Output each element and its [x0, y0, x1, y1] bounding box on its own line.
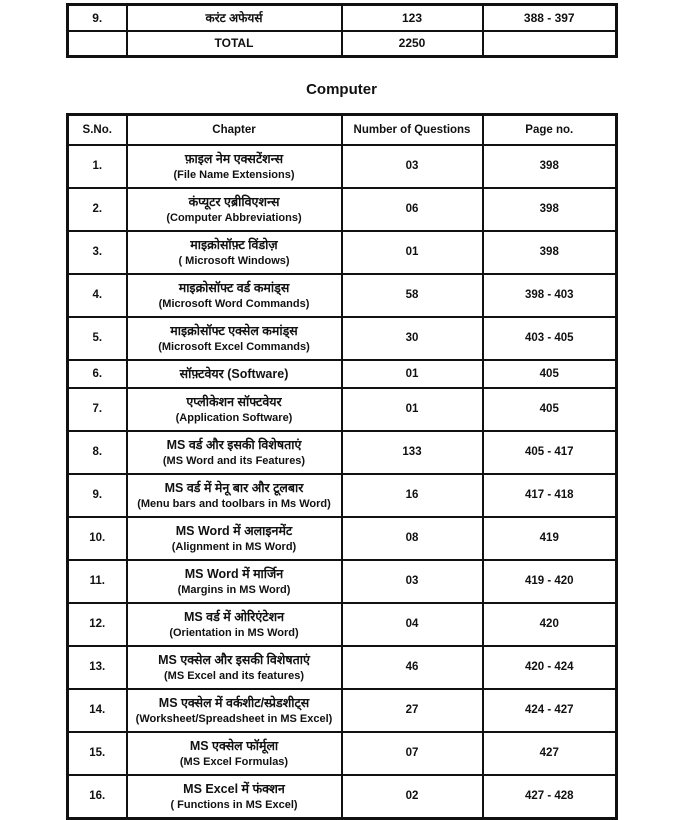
cell-sno: 16.: [68, 775, 127, 819]
cell-sno: 1.: [68, 145, 127, 188]
cell-questions: 06: [342, 188, 483, 231]
table-row: [68, 188, 617, 231]
chapter-hindi: सॉफ़्टवेयर (Software): [179, 366, 289, 381]
cell-questions: 08: [342, 517, 483, 560]
cell-sno: 4.: [68, 274, 127, 317]
cell-pages: 427: [483, 732, 617, 775]
cell-pages: 403 - 405: [483, 317, 617, 360]
cell-chapter: [127, 188, 342, 231]
cell-chapter: [127, 317, 342, 360]
table-row: [68, 474, 617, 517]
chapter-english: (Margins in MS Word): [177, 583, 291, 596]
chapter-hindi: MS Excel में फंक्शन: [183, 781, 285, 796]
cell-sno: 3.: [68, 231, 127, 274]
cell-pages: 424 - 427: [483, 689, 617, 732]
header-sno: S.No.: [68, 115, 127, 145]
section-title: Computer: [306, 81, 377, 98]
cell-sno: 2.: [68, 188, 127, 231]
cell-questions: 123: [342, 5, 483, 31]
chapter-english: (Orientation in MS Word): [169, 626, 299, 639]
cell-sno: 13.: [68, 646, 127, 689]
cell-sno: 11.: [68, 560, 127, 603]
cell-questions: 01: [342, 360, 483, 388]
cell-pages: 419 - 420: [483, 560, 617, 603]
table-row: [68, 145, 617, 188]
cell-sno: 14.: [68, 689, 127, 732]
cell-questions: 46: [342, 646, 483, 689]
chapter-hindi: MS Word में अलाइनमेंट: [175, 523, 293, 538]
chapter-hindi: MS एक्सेल में वर्कशीट/स्प्रेडशीट्स: [158, 695, 310, 710]
table-row: [68, 360, 617, 388]
chapter-english: ( Functions in MS Excel): [170, 798, 298, 811]
table-header-row: [68, 115, 617, 145]
cell-chapter: [127, 388, 342, 431]
cell-chapter: [127, 646, 342, 689]
chapter-english: (MS Excel Formulas): [179, 755, 289, 768]
cell-pages: [483, 31, 617, 57]
cell-chapter: [127, 560, 342, 603]
cell-sno: 6.: [68, 360, 127, 388]
table-row-total: [68, 31, 617, 57]
cell-sno: 5.: [68, 317, 127, 360]
table-row: [68, 560, 617, 603]
cell-questions: 2250: [342, 31, 483, 57]
chapter-english: (Computer Abbreviations): [166, 211, 302, 224]
cell-pages: 417 - 418: [483, 474, 617, 517]
cell-pages: 398: [483, 145, 617, 188]
cell-questions: 02: [342, 775, 483, 819]
table-row: [68, 689, 617, 732]
chapter-hindi: MS वर्ड में ओरिएंटेशन: [183, 609, 285, 624]
chapter-english: (File Name Extensions): [173, 168, 295, 181]
cell-pages: 420 - 424: [483, 646, 617, 689]
cell-sno: 10.: [68, 517, 127, 560]
cell-questions: 07: [342, 732, 483, 775]
cell-chapter: [127, 517, 342, 560]
cell-questions: 27: [342, 689, 483, 732]
cell-questions: 58: [342, 274, 483, 317]
chapter-hindi: MS Word में मार्जिन: [184, 566, 284, 581]
table-row: [68, 603, 617, 646]
cell-questions: 16: [342, 474, 483, 517]
cell-chapter: [127, 474, 342, 517]
cell-sno: 8.: [68, 431, 127, 474]
cell-sno: [68, 31, 127, 57]
chapter-english: (Alignment in MS Word): [171, 540, 297, 553]
table-row: [68, 317, 617, 360]
cell-pages: 405 - 417: [483, 431, 617, 474]
chapter-english: (MS Word and its Features): [162, 454, 306, 467]
cell-chapter: [127, 732, 342, 775]
cell-questions: 04: [342, 603, 483, 646]
chapter-hindi: कंप्यूटर एब्रीविएशन्स: [188, 194, 280, 209]
previous-section-table: [66, 3, 618, 58]
cell-chapter: [127, 274, 342, 317]
cell-pages: 398: [483, 188, 617, 231]
cell-questions: 01: [342, 388, 483, 431]
cell-sno: 9.: [68, 5, 127, 31]
chapter-hindi: MS एक्सेल फॉर्मूला: [189, 738, 279, 753]
table-row: [68, 274, 617, 317]
header-questions: Number of Questions: [342, 115, 483, 145]
table-row: [68, 646, 617, 689]
cell-pages: 398 - 403: [483, 274, 617, 317]
chapter-hindi: MS वर्ड और इसकी विशेषताएं: [166, 437, 302, 452]
cell-questions: 133: [342, 431, 483, 474]
cell-chapter: [127, 689, 342, 732]
computer-section-table: [66, 113, 618, 820]
chapter-hindi: एप्लीकेशन सॉफ्टवेयर: [186, 394, 282, 409]
cell-sno: 7.: [68, 388, 127, 431]
cell-chapter: [127, 431, 342, 474]
cell-chapter: [127, 360, 342, 388]
cell-pages: 405: [483, 388, 617, 431]
cell-questions: 01: [342, 231, 483, 274]
header-chapter: Chapter: [127, 115, 342, 145]
cell-chapter: TOTAL: [127, 31, 342, 57]
chapter-hindi: माइक्रोसॉफ्ट एक्सेल कमांड्स: [170, 323, 298, 338]
chapter-hindi: माइक्रोसॉफ़्ट विंडोज़: [190, 237, 278, 252]
header-pages: Page no.: [483, 115, 617, 145]
chapter-english: ( Microsoft Windows): [178, 254, 290, 267]
cell-pages: 398: [483, 231, 617, 274]
cell-chapter: [127, 775, 342, 819]
table-row: [68, 231, 617, 274]
cell-pages: 420: [483, 603, 617, 646]
chapter-english: (Application Software): [175, 411, 293, 424]
cell-questions: 03: [342, 560, 483, 603]
chapter-hindi: फ़ाइल नेम एक्सटेंशन्स: [184, 151, 284, 166]
computer-table-body: [68, 145, 617, 819]
cell-pages: 419: [483, 517, 617, 560]
cell-chapter: करंट अफेयर्स: [127, 5, 342, 31]
table-row: [68, 388, 617, 431]
chapter-hindi: MS वर्ड में मेनू बार और टूलबार: [164, 480, 304, 495]
table-row: [68, 431, 617, 474]
cell-sno: 12.: [68, 603, 127, 646]
cell-sno: 15.: [68, 732, 127, 775]
cell-sno: 9.: [68, 474, 127, 517]
chapter-english: (Microsoft Word Commands): [158, 297, 310, 310]
cell-questions: 03: [342, 145, 483, 188]
chapter-english: (MS Excel and its features): [164, 669, 304, 682]
cell-questions: 30: [342, 317, 483, 360]
cell-chapter: [127, 145, 342, 188]
table-row: [68, 5, 617, 31]
table-row: [68, 775, 617, 819]
cell-pages: 405: [483, 360, 617, 388]
chapter-hindi: माइक्रोसॉफ्ट वर्ड कमांड्स: [178, 280, 290, 295]
table-row: [68, 517, 617, 560]
cell-pages: 388 - 397: [483, 5, 617, 31]
cell-pages: 427 - 428: [483, 775, 617, 819]
cell-chapter: [127, 231, 342, 274]
chapter-english: (Menu bars and toolbars in Ms Word): [137, 497, 331, 510]
chapter-hindi: MS एक्सेल और इसकी विशेषताएं: [158, 652, 310, 667]
chapter-english: (Worksheet/Spreadsheet in MS Excel): [135, 712, 333, 725]
chapter-english: (Microsoft Excel Commands): [158, 340, 310, 353]
table-row: [68, 732, 617, 775]
cell-chapter: [127, 603, 342, 646]
